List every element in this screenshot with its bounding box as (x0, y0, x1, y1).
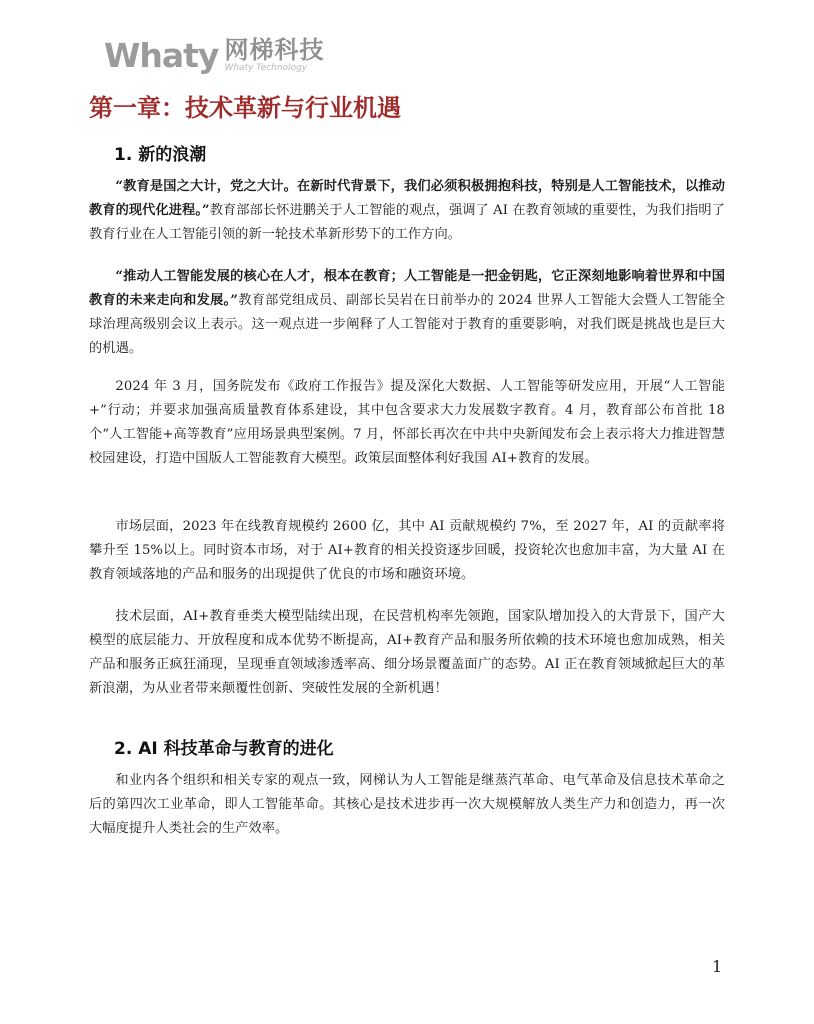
section-1-paragraph-2 (89, 265, 725, 361)
company-logo (104, 34, 324, 78)
section-1-paragraph-tech: 技术层面，AI+教育垂类大模型陆续出现，在民营机构率先领跑，国家队增加投入的大背景下，国产大模型的底层能力、开放程度和成本优势不断提高，AI+教育产品和服务所依赖的技术环境也愈加成熟，相关产品和服务正疯狂涌现，呈现垂直领域渗透率高、细分场景覆盖面广的态势。AI 正在教育领域掀起巨大的革新浪潮，为从业者带来颠覆性创新、突破性发展的全新机遇！ (89, 609, 725, 696)
section-1-paragraph-policy: 2024 年 3 月，国务院发布《政府工作报告》提及深化大数据、人工智能等研发应用，开展“人工智能+”行动；并要求加强高质量教育体系建设，其中包含要求大力发展数字教育。4 月，教育部公布首批 18 个“人工智能+高等教育”应用场景典型案例。7 月，怀部长再次在中共中央新闻发布会上表示将大力推进智慧校园建设，打造中国版人工智能教育大模型。政策层面整体利好我国 AI+教育的发展。 (89, 379, 725, 466)
page-number: 1 (712, 957, 723, 976)
logo-en-name: Whaty Technology (224, 63, 308, 73)
section-2-paragraph-1: 和业内各个组织和相关专家的观点一致，网梯认为人工智能是继蒸汽革命、电气革命及信息技术革命之后的第四次工业革命，即人工智能革命。其核心是技术进步再一次大规模解放人类生产力和创造力，再一次大幅度提升人类社会的生产效率。 (89, 773, 725, 836)
logo-wordmark: Whaty (104, 36, 219, 75)
logo-cn-name: 网梯科技 (224, 36, 325, 64)
chapter-title: 第一章：技术革新与行业机遇 (89, 94, 401, 122)
logo-cn-block (224, 34, 324, 73)
section-2-title: 2. AI 科技革命与教育的进化 (114, 739, 334, 759)
quote-wu: “推动人工智能发展的核心在人才，根本在教育；人工智能是一把金钥匙，它正深刻地影响着世界和中国教育的未来走向和发展。” (89, 269, 725, 308)
quote-huai: “教育是国之大计，党之大计。在新时代背景下，我们必须积极拥抱科技，特别是人工智能技术，以推动教育的现代化进程。” (89, 179, 725, 218)
section-1-paragraph-market: 市场层面，2023 年在线教育规模约 2600 亿，其中 AI 贡献规模约 7%，至 2027 年，AI 的贡献率将攀升至 15%以上。同时资本市场，对于 AI+教育的相关投资逐步回暖，投资轮次也愈加丰富，为大量 AI 在教育领域落地的产品和服务的出现提供了优良的市场和融资环境。 (89, 519, 725, 582)
section-1-title: 1. 新的浪潮 (114, 145, 207, 165)
section-1-paragraph-1 (89, 175, 725, 247)
quote-huai-context: 教育部部长怀进鹏关于人工智能的观点，强调了 AI 在教育领域的重要性，为我们指明了教育行业在人工智能引领的新一轮技术革新形势下的工作方向。 (89, 203, 725, 242)
quote-wu-context: 教育部党组成员、副部长吴岩在日前举办的 2024 世界人工智能大会暨人工智能全球治理高级别会议上表示。这一观点进一步阐释了人工智能对于教育的重要影响，对我们既是挑战也是巨大的机遇。 (89, 293, 725, 356)
